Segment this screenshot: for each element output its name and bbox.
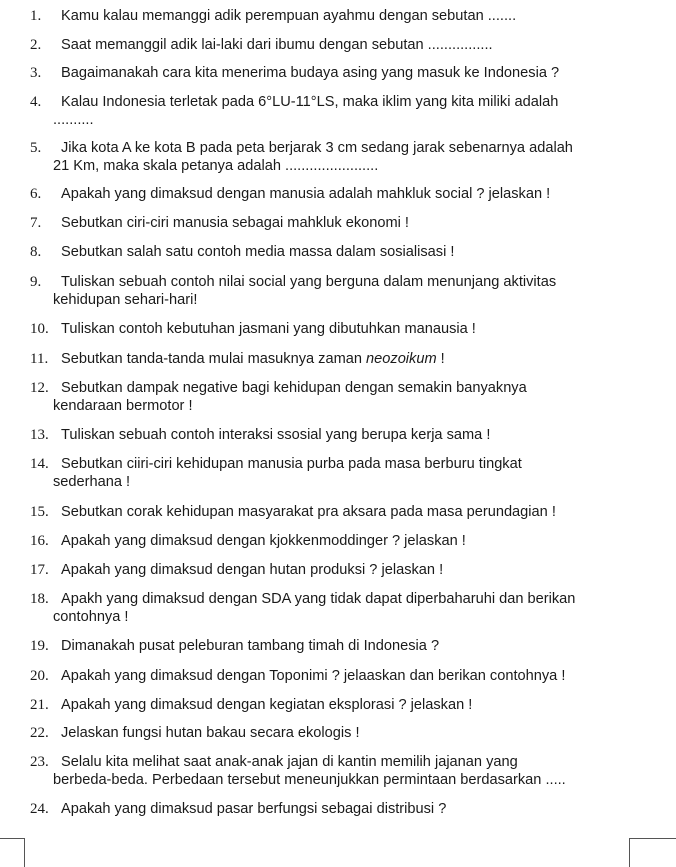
question-line: kendaraan bermotor ! [53, 398, 193, 414]
question-number: 16. [30, 533, 49, 549]
question-line: Sebutkan ciiri-ciri kehidupan manusia purba pada masa berburu tingkat [61, 456, 522, 472]
question-23 [30, 753, 632, 789]
question-text [30, 93, 632, 129]
question-text [30, 350, 632, 368]
question-number: 5. [30, 140, 42, 156]
question-number: 21. [30, 697, 49, 713]
question-text [30, 590, 632, 626]
question-line: Tuliskan sebuah contoh nilai social yang berguna dalam menunjang aktivitas [61, 274, 557, 290]
question-line: berbeda-beda. Perbedaan tersebut meneunjukkan permintaan berdasarkan ..... [53, 772, 566, 788]
question-2 [30, 36, 632, 54]
question-number: 14. [30, 456, 49, 472]
punctuation: ! [436, 351, 445, 367]
question-7 [30, 214, 632, 232]
question-text [30, 273, 632, 309]
question-number: 15. [30, 504, 49, 520]
question-12 [30, 379, 632, 415]
question-16 [30, 532, 632, 550]
question-number: 1. [30, 8, 42, 24]
page-edge-right [629, 838, 676, 867]
question-text: Apakah yang dimaksud dengan kjokkenmoddinger ? jelaskan ! [61, 533, 466, 549]
question-number: 22. [30, 725, 49, 741]
question-21 [30, 696, 632, 714]
question-text: Apakah yang dimaksud pasar berfungsi sebagai distribusi ? [61, 801, 447, 817]
question-20 [30, 667, 632, 685]
question-text [30, 455, 632, 491]
question-3 [30, 64, 632, 82]
question-19 [30, 637, 632, 655]
question-number: 8. [30, 244, 42, 260]
question-8 [30, 243, 632, 261]
question-line-blank: .......... [53, 112, 94, 128]
question-5 [30, 139, 632, 175]
question-number: 19. [30, 638, 49, 654]
question-line: Selalu kita melihat saat anak-anak jajan di kantin memilih jajanan yang [61, 754, 518, 770]
question-line: Sebutkan tanda-tanda mulai masuknya zaman [61, 351, 362, 367]
question-number: 4. [30, 94, 42, 110]
question-number: 3. [30, 65, 42, 81]
question-6 [30, 185, 632, 203]
question-number: 10. [30, 321, 49, 337]
question-15 [30, 503, 632, 521]
question-text: Kamu kalau memanggi adik perempuan ayahmu dengan sebutan ....... [61, 8, 517, 24]
question-number: 24. [30, 801, 49, 817]
question-13 [30, 426, 632, 444]
question-text: Tuliskan sebuah contoh interaksi ssosial yang berupa kerja sama ! [61, 427, 491, 443]
question-text: Sebutkan corak kehidupan masyarakat pra aksara pada masa perundagian ! [61, 504, 556, 520]
question-line: sederhana ! [53, 474, 131, 490]
question-1 [30, 7, 632, 25]
question-18 [30, 590, 632, 626]
question-text: Saat memanggil adik lai-laki dari ibumu dengan sebutan ................ [61, 37, 493, 53]
question-text: Dimanakah pusat peleburan tambang timah di Indonesia ? [61, 638, 440, 654]
question-line: 21 Km, maka skala petanya adalah ....................... [53, 158, 379, 174]
question-text: Apakah yang dimaksud dengan kegiatan eksplorasi ? jelaskan ! [61, 697, 473, 713]
question-number: 13. [30, 427, 49, 443]
italic-term: neozoikum [366, 351, 437, 367]
question-4 [30, 93, 632, 129]
question-number: 23. [30, 754, 49, 770]
question-line: Jika kota A ke kota B pada peta berjarak 3 cm sedang jarak sebenarnya adalah [61, 140, 573, 156]
question-text: Jelaskan fungsi hutan bakau secara ekologis ! [61, 725, 360, 741]
question-line: kehidupan sehari-hari! [53, 292, 198, 308]
question-11 [30, 350, 632, 368]
question-line: Apakh yang dimaksud dengan SDA yang tidak dapat diperbaharuhi dan berikan [61, 591, 576, 607]
question-14 [30, 455, 632, 491]
page-edge-left [0, 838, 25, 867]
question-text: Apakah yang dimaksud dengan hutan produksi ? jelaskan ! [61, 562, 444, 578]
question-line: Kalau Indonesia terletak pada 6°LU-11°LS, maka iklim yang kita miliki adalah [61, 94, 559, 110]
question-number: 6. [30, 186, 42, 202]
question-number: 9. [30, 274, 42, 290]
question-line: Sebutkan dampak negative bagi kehidupan dengan semakin banyaknya [61, 380, 527, 396]
question-number: 20. [30, 668, 49, 684]
question-number: 7. [30, 215, 42, 231]
question-text [30, 753, 632, 789]
question-text: Sebutkan ciri-ciri manusia sebagai mahkluk ekonomi ! [61, 215, 409, 231]
question-number: 11. [30, 351, 49, 367]
question-number: 12. [30, 380, 49, 396]
question-17 [30, 561, 632, 579]
question-number: 17. [30, 562, 49, 578]
question-number: 2. [30, 37, 42, 53]
question-text: Apakah yang dimaksud dengan Toponimi ? jelaaskan dan berikan contohnya ! [61, 668, 566, 684]
question-text: Bagaimanakah cara kita menerima budaya asing yang masuk ke Indonesia ? [61, 65, 560, 81]
question-10 [30, 320, 632, 338]
question-9 [30, 273, 632, 309]
question-text: Apakah yang dimaksud dengan manusia adalah mahkluk social ? jelaskan ! [61, 186, 551, 202]
question-text [30, 379, 632, 415]
question-text [30, 139, 632, 175]
question-text: Sebutkan salah satu contoh media massa dalam sosialisasi ! [61, 244, 455, 260]
question-text: Tuliskan contoh kebutuhan jasmani yang dibutuhkan manausia ! [61, 321, 476, 337]
question-line: contohnya ! [53, 609, 129, 625]
question-22 [30, 724, 632, 742]
question-number: 18. [30, 591, 49, 607]
question-24 [30, 800, 632, 818]
